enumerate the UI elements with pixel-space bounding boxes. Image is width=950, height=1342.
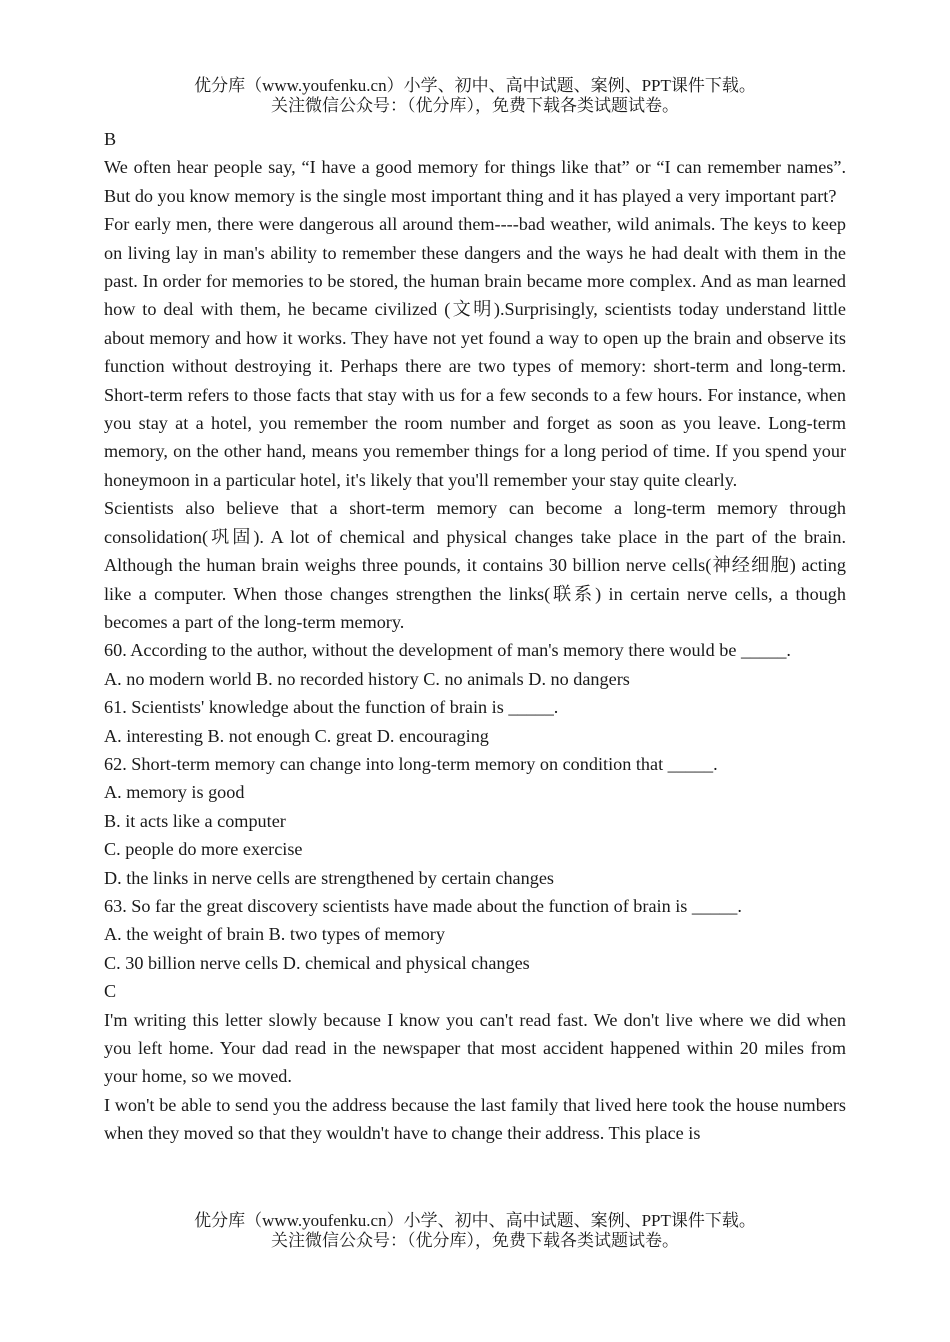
section-b-paragraph-2: For early men, there were dangerous all around them----bad weather, wild animals. The keys to keep on living lay in man's ability to remember these dangers and the ways he had dealt with them in the past. In order for memories to be stored, the human brain became more complex. And as man learned how to deal with them, he became civilized (文明).Surprisingly, scientists today understand little about memory and how it works. They have not yet found a way to open up the brain and observe its function without destroying it. Perhaps there are two types of memory: short-term and long-term. Short-term refers to those facts that stay with us for a few seconds to a few hours. For instance, when you stay at a hotel, you remember the room number and forget as soon as you leave. Long-term memory, on the other hand, means you remember things for a long period of time. If you spend your honeymoon in a particular hotel, it's likely that you'll remember your stay quite clearly. bbox=[104, 214, 846, 490]
section-b-paragraph-1: We often hear people say, “I have a good memory for things like that” or “I can remember names”. But do you know memory is the single most important thing and it has played a very important part? bbox=[104, 157, 846, 206]
section-c-paragraph-1: I'm writing this letter slowly because I know you can't read fast. We don't live where we did when you left home. Your dad read in the newspaper that most accident happened within 20 miles from your home, so we moved. bbox=[104, 1009, 846, 1087]
question-62-option-d: D. the links in nerve cells are strengthened by certain changes bbox=[104, 867, 554, 888]
section-c-paragraph-2: I won't be able to send you the address because the last family that lived here took the house numbers when they moved so that they wouldn't have to change their address. This place is bbox=[104, 1094, 846, 1144]
question-63-options-ab: A. the weight of brain B. two types of memory bbox=[104, 924, 445, 945]
question-62-option-b: B. it acts like a computer bbox=[104, 810, 286, 831]
question-63: 63. So far the great discovery scientists have made about the function of brain is _____. bbox=[104, 895, 742, 916]
question-61: 61. Scientists' knowledge about the function of brain is _____. bbox=[104, 697, 559, 718]
question-60: 60. According to the author, without the development of man's memory there would be _____. bbox=[104, 640, 791, 661]
section-b-label: B bbox=[104, 129, 117, 149]
question-62-option-a: A. memory is good bbox=[104, 782, 245, 803]
footer-line-2: 关注微信公众号：（优分库），免费下载各类试题试卷。 bbox=[271, 1231, 679, 1250]
question-61-options: A. interesting B. not enough C. great D. encouraging bbox=[104, 725, 489, 746]
question-62: 62. Short-term memory can change into long-term memory on condition that _____. bbox=[104, 753, 718, 774]
section-c-label: C bbox=[104, 981, 117, 1002]
section-b-paragraph-3: Scientists also believe that a short-term memory can become a long-term memory through consolidation(巩固). A lot of chemical and physical changes take place in the part of the brain. Although the human brain weighs three pounds, it contains 30 billion nerve cells(神经细胞) acting like a computer. When those changes strengthen the links(联系) in certain nerve cells, a though becomes a part of the long-term memory. bbox=[104, 498, 846, 632]
question-62-option-c: C. people do more exercise bbox=[104, 839, 303, 860]
footer-line-1: 优分库（www.youfenku.cn）小学、初中、高中试题、案例、PPT课件下载。 bbox=[194, 1211, 756, 1230]
passage-content bbox=[104, 125, 846, 1148]
header-line-1: 优分库（www.youfenku.cn）小学、初中、高中试题、案例、PPT课件下载。 bbox=[194, 76, 756, 95]
page-footer bbox=[0, 1211, 950, 1251]
question-60-options: A. no modern world B. no recorded history C. no animals D. no dangers bbox=[104, 668, 630, 689]
page-header bbox=[0, 76, 950, 116]
question-63-options-cd: C. 30 billion nerve cells D. chemical and physical changes bbox=[104, 952, 530, 973]
header-line-2: 关注微信公众号：（优分库），免费下载各类试题试卷。 bbox=[271, 96, 679, 115]
